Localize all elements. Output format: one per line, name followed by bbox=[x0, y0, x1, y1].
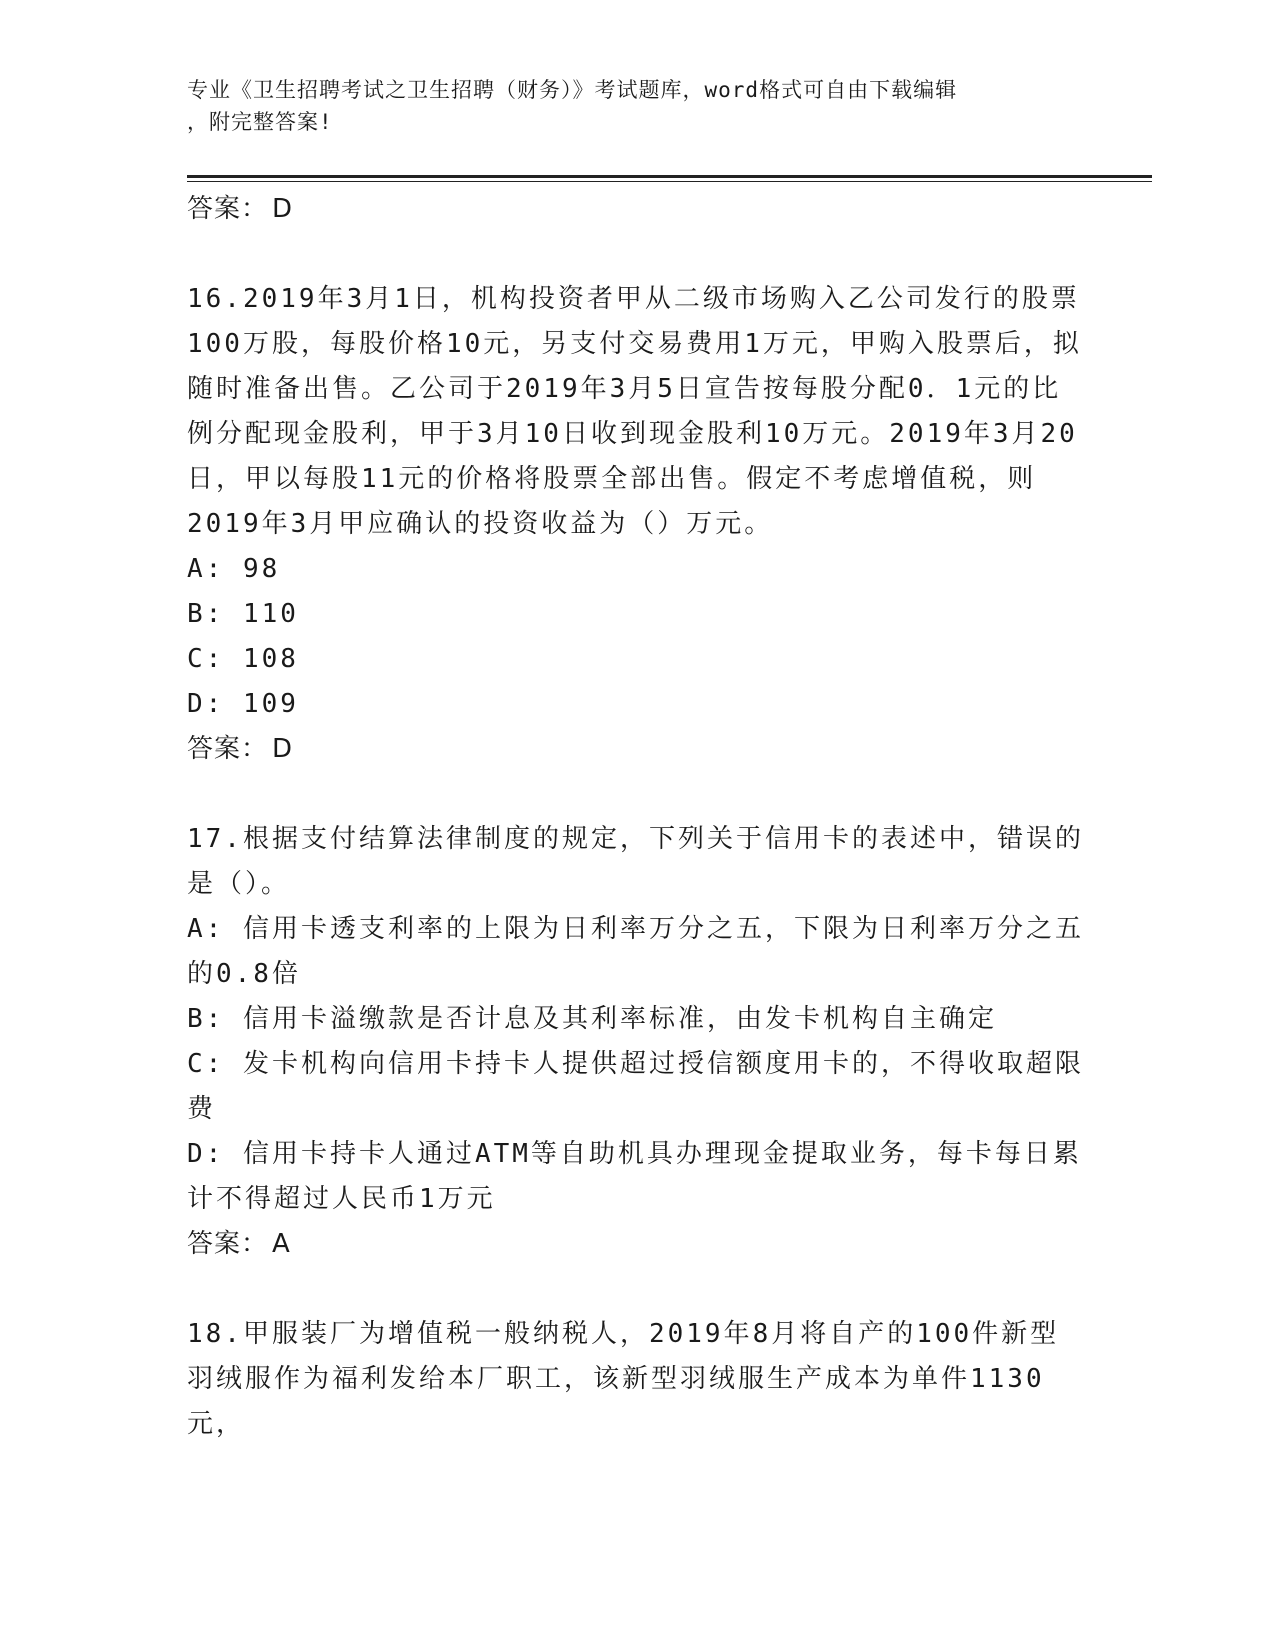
question-text: 18.甲服装厂为增值税一般纳税人，2019年8月将自产的100件新型羽绒服作为福利发给本厂职工，该新型羽绒服生产成本为单件1130元， bbox=[187, 1319, 1060, 1439]
header-divider-thick bbox=[187, 175, 1152, 178]
question-text: 17.根据支付结算法律制度的规定，下列关于信用卡的表述中，错误的是（）。 bbox=[187, 824, 1084, 899]
spacer bbox=[187, 772, 1087, 817]
option-a: A: 98 bbox=[187, 554, 281, 584]
answer-line bbox=[187, 727, 1087, 772]
answer-label: 答案： bbox=[187, 734, 269, 764]
answer-value: D bbox=[272, 734, 294, 764]
answer-line bbox=[187, 1222, 1087, 1267]
answer-label: 答案： bbox=[187, 194, 269, 224]
spacer bbox=[187, 1267, 1087, 1312]
document-body bbox=[187, 187, 1087, 1447]
option-a: A: 信用卡透支利率的上限为日利率万分之五，下限为日利率万分之五的0.8倍 bbox=[187, 914, 1084, 989]
question-text: 16.2019年3月1日，机构投资者甲从二级市场购入乙公司发行的股票100万股，每股价格10元，另支付交易费用1万元，甲购入股票后，拟随时准备出售。乙公司于2019年3月5日宣告按每股分配0．1元的比例分配现金股利，甲于3月10日收到现金股利10万元。2019年3月20日，甲以每股11元的价格将股票全部出售。假定不考虑增值税，则2019年3月甲应确认的投资收益为（）万元。 bbox=[187, 284, 1082, 539]
option-b: B: 110 bbox=[187, 599, 299, 629]
header-line-1: 专业《卫生招聘考试之卫生招聘（财务）》考试题库，word格式可自由下载编辑 bbox=[187, 78, 958, 102]
option-c: C: 108 bbox=[187, 644, 299, 674]
header-line-2: ，附完整答案! bbox=[187, 110, 333, 134]
option-c: C: 发卡机构向信用卡持卡人提供超过授信额度用卡的，不得收取超限费 bbox=[187, 1049, 1084, 1124]
answer-value: D bbox=[272, 194, 294, 224]
option-b: B: 信用卡溢缴款是否计息及其利率标准，由发卡机构自主确定 bbox=[187, 1004, 997, 1034]
document-header bbox=[187, 74, 1087, 138]
option-d: D: 109 bbox=[187, 689, 299, 719]
spacer bbox=[187, 232, 1087, 277]
header-divider-thin bbox=[187, 181, 1152, 182]
answer-label: 答案： bbox=[187, 1229, 269, 1259]
option-d: D: 信用卡持卡人通过ATM等自助机具办理现金提取业务，每卡每日累计不得超过人民币1万元 bbox=[187, 1139, 1082, 1214]
answer-value: A bbox=[272, 1229, 291, 1259]
answer-line bbox=[187, 187, 1087, 232]
